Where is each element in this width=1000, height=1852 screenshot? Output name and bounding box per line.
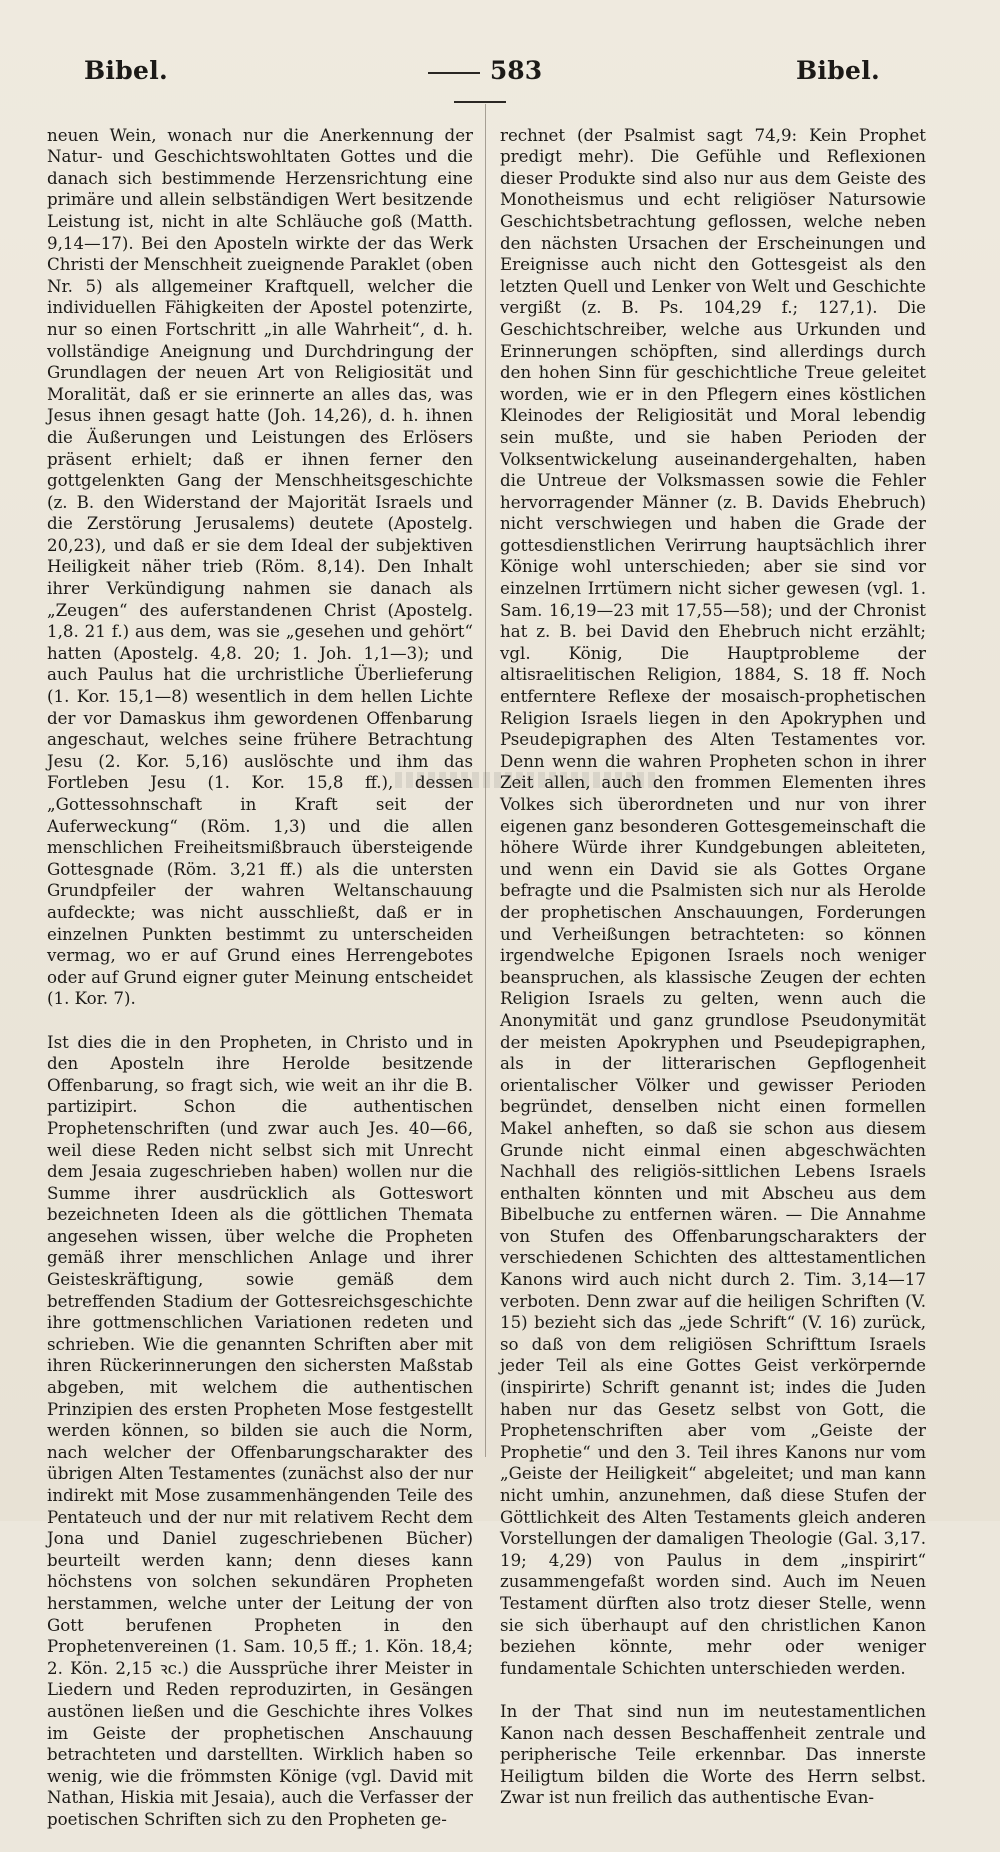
left-paragraph-1: neuen Wein, wonach nur die Anerkennung der Natur- und Geschichtswohltaten Gottes und die danach sich bestimmende Herzensrichtung eine primäre und allein selbständigen Wert besitzende Leistung ist, nicht in alte Schläuche goß (Matth. 9,14—17). Bei den Aposteln wirkte der das Werk Christi der Menschheit zueignende Paraklet (oben Nr. 5) als allgemeiner Kraftquell, welcher die individuellen Fähigkeiten der Apostel potenzirte, nur so einen Fortschritt „in alle Wahrheit“, d. h. vollständige Aneignung und Durchdringung der Grundlagen der neuen Art von Religiosität und Moralität, daß er sie erinnerte an alles das, was Jesus ihnen gesagt hatte (Joh. 14,26), d. h. ihnen die Äußerungen und Leistungen des Erlösers präsent erhielt; daß er ihnen ferner den gottgelenkten Gang der Menschheitsgeschichte (z. B. den Widerstand der Majorität Israels und die Zerstörung Jerusalems) deutete (Apostelg. 20,23), und daß er sie dem Ideal der subjektiven Heiligkeit näher trieb (Röm. 8,14). Den Inhalt ihrer Verkündigung nahmen sie danach als „Zeugen“ des auferstandenen Christ (Apostelg. 1,8. 21 f.) aus dem, was sie „gesehen und gehört“ hatten (Apostelg. 4,8. 20; 1. Joh. 1,1—3); und auch Paulus hat die urchristliche Überlieferung (1. Kor. 15,1—8) wesentlich in dem hellen Lichte der vor Damaskus ihm gewordenen Offenbarung angeschaut, welches seine frühere Betrachtung Jesu (2. Kor. 5,16) auslöschte und ihm das Fortleben Jesu (1. Kor. 15,8 ff.), dessen „Gottessohnschaft in Kraft seit der Auferweckung“ (Röm. 1,3) und die allen menschlichen Freiheitsmißbrauch übersteigende Gottesgnade (Röm. 3,21 ff.) als die untersten Grundpfeiler der wahren Weltanschauung aufdeckte; was nicht ausschließt, daß er in einzelnen Punkten bestimmt zu unterscheiden vermag, wo er auf Grund eines Herrengebotes oder auf Grund eigner guter Meinung entscheidet (1. Kor. 7). bbox=[47, 125, 473, 1009]
right-paragraph-2: In der That sind nun im neutestamentlichen Kanon nach dessen Beschaffenheit zentrale und peripherische Teile erkennbar. Das innerste Heiligtum bilden die Worte des Herrn selbst. Zwar ist nun freilich das authentische Evan- bbox=[500, 1701, 926, 1808]
left-paragraph-2: Ist dies die in den Propheten, in Christo und in den Aposteln ihre Herolde besitzende Offenbarung, so fragt sich, wie weit an ihr die B. partizipirt. Schon die authentischen Prophetenschriften (und zwar auch Jes. 40—66, weil diese Reden nicht selbst sich mit Unrecht dem Jesaia zugeschrieben haben) wollen nur die Summe ihrer ausdrücklich als Gotteswort bezeichneten Ideen als die göttlichen Themata angesehen wissen, über welche die Propheten gemäß ihrer menschlichen Anlage und ihrer Geisteskräftigung, sowie gemäß dem betreffenden Stadium der Gottesreichsgeschichte ihre gottmenschlichen Variationen redeten und schrieben. Wie die genannten Schriften aber mit ihren Rückerinnerungen den sichersten Maßstab abgeben, mit welchem die authentischen Prinzipien des ersten Propheten Mose festgestellt werden können, so bilden sie auch die Norm, nach welcher der Offenbarungscharakter des übrigen Alten Testamentes (zunächst also der nur indirekt mit Mose zusammenhängenden Teile des Pentateuch und der nur mit relativem Recht dem Jona und Daniel zugeschriebenen Bücher) beurteilt werden kann; denn dieses kann höchstens von solchen sekundären Propheten herstammen, welche unter der Leitung der von Gott berufenen Propheten in den Prophetenvereinen (1. Sam. 10,5 ff.; 1. Kön. 18,4; 2. Kön. 2,15 ꝛc.) die Aussprüche ihrer Meister in Liedern und Reden reproduzirten, in Gesängen austönen ließen und die Geschichte ihres Volkes im Geiste der prophetischen Anschauung betrachteten und darstellten. Wirklich haben so wenig, wie die frömmsten Könige (vgl. David mit Nathan, Hiskia mit Jesaia), auch die Verfasser der poetischen Schriften sich zu den Propheten ge- bbox=[47, 1032, 473, 1829]
right-column bbox=[500, 103, 926, 1808]
page-number: 583 bbox=[489, 56, 543, 85]
left-running-title: Bibel. bbox=[84, 56, 169, 85]
page-header bbox=[0, 52, 1000, 96]
right-running-title: Bibel. bbox=[795, 56, 880, 85]
right-paragraph-1: rechnet (der Psalmist sagt 74,9: Kein Prophet predigt mehr). Die Gefühle und Reflexionen dieser Produkte sind also nur aus dem Geiste des Monotheismus und echt religiöser Natursowie Geschichtsbetrachtung geflossen, welche neben den nächsten Ursachen der Erscheinungen und Ereignisse auch nicht den Gottesgeist als den letzten Quell und Lenker von Welt und Geschichte vergißt (z. B. Ps. 104,29 f.; 127,1). Die Geschichtschreiber, welche aus Urkunden und Erinnerungen schöpften, sind allerdings durch den hohen Sinn für geschichtliche Treue geleitet worden, wie er in den Pflegern eines köstlichen Kleinodes der Religiosität und Moral lebendig sein mußte, und sie haben Perioden der Volksentwickelung auseinandergehalten, haben die Untreue der Volksmassen sowie die Fehler hervorragender Männer (z. B. Davids Ehebruch) nicht verschwiegen und haben die Grade der gottesdienstlichen Verirrung hauptsächlich ihrer Könige wohl unterschieden; aber sie sind vor einzelnen Irrtümern nicht sicher gewesen (vgl. 1. Sam. 16,19—23 mit 17,55—58); und der Chronist hat z. B. bei David den Ehebruch nicht erzählt; vgl. König, Die Hauptprobleme der altisraelitischen Religion, 1884, S. 18 ff. Noch entferntere Reflexe der mosaisch-prophetischen Religion Israels liegen in den Apokryphen und Pseudepigraphen des Alten Testamentes vor. Denn wenn die wahren Propheten schon in ihrer Zeit allen, auch den frommen Elementen ihres Volkes sich überordneten und nur von ihrer eigenen ganz besonderen Gottesgemeinschaft die höhere Würde ihrer Kundgebungen ableiteten, und wenn ein David sie als Gottes Organe befragte und die Psalmisten sich nur als Herolde der prophetischen Anschauungen, Forderungen und Verheißungen betrachteten: so können irgendwelche Epigonen Israels noch weniger beanspruchen, als klassische Zeugen der echten Religion Israels zu gelten, wenn auch die Anonymität und ganz grundlose Pseudonymität der meisten Apokryphen und Pseudepigraphen, als in der litterarischen Gepflogenheit orientalischer Völker und gewisser Perioden begründet, denselben nicht einen formellen Makel anheften, so daß sie schon aus diesem Grunde nicht einmal einen abgeschwächten Nachhall des religiös-sittlichen Lebens Israels enthalten könnten und mit Abscheu aus dem Bibelbuche zu entfernen wären. — Die Annahme von Stufen des Offenbarungscharakters der verschiedenen Schichten des alttestamentlichen Kanons wird auch nicht durch 2. Tim. 3,14—17 verboten. Denn zwar auf die heiligen Schriften (V. 15) bezieht sich das „jede Schrift“ (V. 16) zurück, so daß von dem religiösen Schrifttum Israels jeder Teil als eine Gottes Geist verkörpernde (inspirirte) Schrift genannt ist; indes die Juden haben nur das Gesetz selbst von Gott, die Prophetenschriften aber vom „Geiste der Prophetie“ und den 3. Teil ihres Kanons nur vom „Geiste der Heiligkeit“ abgeleitet; und man kann nicht umhin, anzunehmen, daß diese Stufen der Göttlichkeit des Alten Testaments gleich anderen Vorstellungen der damaligen Theologie (Gal. 3,17. 19; 4,29) von Paulus in dem „inspirirt“ zusammengefaßt worden sind. Auch im Neuen Testament dürften also trotz dieser Stelle, wenn sie sich überhaupt auf den christlichen Kanon beziehen könnte, mehr oder weniger fundamentale Schichten unterschieden werden. bbox=[500, 125, 926, 1678]
show-through-text-mark bbox=[395, 772, 655, 788]
left-dash bbox=[428, 72, 480, 74]
left-column bbox=[47, 103, 473, 1829]
